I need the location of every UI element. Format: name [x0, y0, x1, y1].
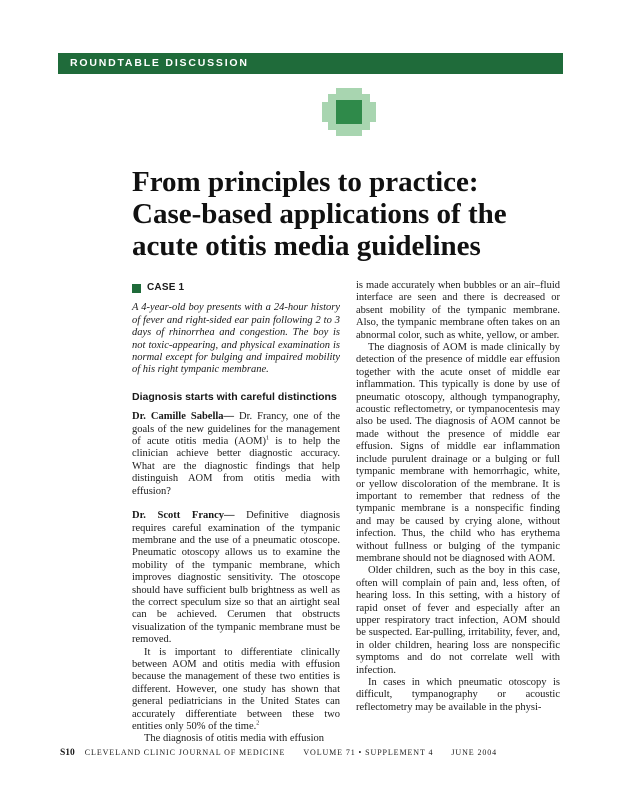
paragraph-continued: is made accurately when bubbles or an air–fluid interface are seen and there is decreased or absent mobility of the tympanic membrane. Also, the tympanic membrane often takes on an abnormal color, such as white, yellow, or amber. — [356, 280, 560, 341]
page-footer — [60, 748, 497, 758]
reference-mark: 1 — [265, 435, 269, 442]
issue-date: JUNE 2004 — [451, 748, 498, 757]
paragraph-francy — [132, 510, 340, 646]
paragraph-pneumatic-cases: In cases in which pneumatic otoscopy is difficult, tympanography or acoustic reflectometry may be available in the physi- — [356, 677, 560, 713]
speaker-name: Dr. Scott Francy— — [132, 510, 235, 522]
journal-logo-icon — [322, 88, 376, 136]
case-vignette: A 4-year-old boy presents with a 24-hour history of fever and right-sided ear pain following 2 to 3 days of rhinorrhea and congestion. The boy is not toxic-appearing, and physical examination is normal except for bulging and impaired mobility of his right tympanic membrane. — [132, 302, 340, 376]
case-label: CASE 1 — [147, 282, 185, 293]
paragraph-sabella — [132, 411, 340, 498]
paragraph-aom-diagnosis: The diagnosis of AOM is made clinically by detection of the presence of middle ear effusion together with the acute onset of middle ear inflammation. This typically is done by use of pneumatic otoscopy, although tympanography, acoustic reflectometry, or tympanocentesis may also be used. The diagnosis of AOM cannot be made without the presence of middle ear effusion. Signs of middle ear inflammation include purulent drainage or a bulging or full tympanic membrane with hemorrhagic, white, or yellow discoloration of the membrane. It is important to remember that redness of the tympanic membrane is a nonspecific finding and may be caused by crying alone, without infection. Thus, the child who has erythema without fullness or bulging of the tympanic membrane should not be diagnosed with AOM. — [356, 342, 560, 564]
section-heading: Diagnosis starts with careful distinctions — [132, 390, 337, 403]
title-line: From principles to practice: — [132, 166, 479, 198]
paragraph-text: is to help the clinician achieve better diagnostic accuracy. What are the diagnostic findings that help distinguish AOM from otitis media with effusion? — [132, 436, 340, 497]
journal-name: CLEVELAND CLINIC JOURNAL OF MEDICINE — [84, 748, 286, 757]
paragraph-diagnosis-start: The diagnosis of otitis media with effusion — [144, 733, 325, 745]
section-banner — [58, 53, 563, 74]
article-title — [132, 166, 562, 262]
paragraph-text: It is important to differentiate clinically between AOM and otitis media with effusion because the management of these two entities is different. However, one study has shown that general pediatricians in the United States can accurately differentiate between these two entities only 50% of the time. — [132, 646, 340, 732]
speaker-name: Dr. Camille Sabella— — [132, 411, 235, 423]
paragraph-text: Definitive diagnosis requires careful examination of the tympanic membrane and the use of a pneumatic otoscope. Pneumatic otoscopy allows us to examine the mobility of the tympanic membrane, which improves diagnostic sensitivity. The otoscope should have sufficient bulb brightness as well as the correct speculum size so that an airtight seal can be achieved. Cerumen that obstructs visualization of the tympanic membrane must be removed. — [132, 510, 340, 646]
case-square-icon — [132, 284, 141, 293]
volume-info: VOLUME 71 • SUPPLEMENT 4 — [303, 748, 434, 757]
right-column — [356, 280, 560, 714]
reference-mark: 2 — [256, 720, 260, 727]
title-line: Case-based applications of the — [132, 198, 507, 230]
paragraph-older-children: Older children, such as the boy in this case, often will complain of pain and, less often, of hearing loss. In this setting, with a history of rapid onset of fever and especially after an upper respiratory tract infection, AOM should be suspected. Ear-pulling, irritability, fever, and, in older children, hearing loss are nonspecific symptoms and do not correlate well with infection. — [356, 565, 560, 676]
paragraph-text: Dr. Francy, one of the goals of the new guidelines for the management of acute otitis media (AOM) — [132, 411, 340, 448]
case-heading — [132, 282, 340, 294]
left-column — [132, 280, 340, 746]
title-line: acute otitis media guidelines — [132, 230, 481, 262]
banner-label: ROUNDTABLE DISCUSSION — [70, 57, 249, 69]
paragraph-important — [132, 647, 340, 734]
page-number: S10 — [60, 748, 75, 758]
